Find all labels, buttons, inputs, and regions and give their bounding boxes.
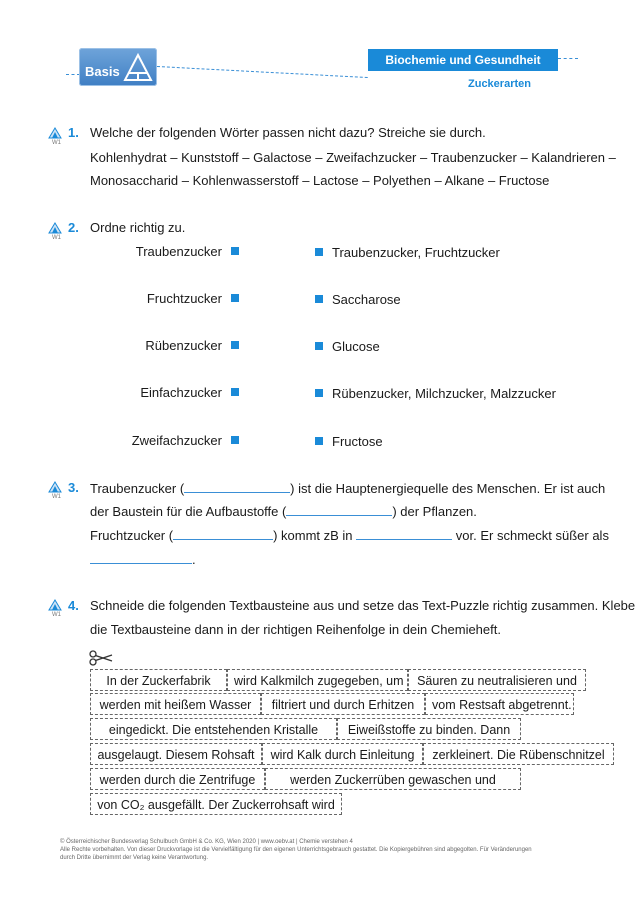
match-right-item: Saccharose — [332, 292, 401, 307]
level-badge-task1 — [48, 126, 64, 144]
topic-header: Biochemie und Gesundheit — [368, 49, 558, 71]
match-right-dot[interactable] — [315, 389, 323, 397]
level-badge-task2 — [48, 221, 64, 239]
header-dash-mid — [157, 66, 368, 78]
task3-text: Traubenzucker ( — [90, 481, 185, 496]
header-dash-right — [558, 58, 578, 59]
puzzle-row — [90, 768, 521, 792]
fill-in-blank[interactable] — [184, 480, 290, 493]
task3-line3 — [90, 527, 609, 543]
task4-instruction-line1: Schneide die folgenden Textbausteine aus und setze das Text-Puzzle richtig zusammen. Klebe — [90, 598, 636, 613]
puzzle-piece[interactable]: vom Restsaft abgetrennt. — [425, 693, 574, 715]
task3-text: . — [192, 552, 196, 567]
match-left-item: Fruchtzucker — [146, 291, 222, 306]
match-right-item: Glucose — [332, 339, 380, 354]
level-badge-task3 — [48, 480, 64, 498]
level-badge-label: W1 — [52, 494, 61, 500]
puzzle-piece[interactable]: eingedickt. Die entstehenden Kristalle — [90, 718, 337, 740]
task3-line2 — [90, 503, 477, 519]
puzzle-piece[interactable]: werden mit heißem Wasser — [90, 693, 261, 715]
puzzle-piece[interactable]: werden Zuckerrüben gewaschen und — [265, 768, 521, 790]
match-left-dot[interactable] — [231, 388, 239, 396]
level-pyramid-icon — [48, 127, 62, 139]
match-right-dot[interactable] — [315, 295, 323, 303]
puzzle-piece[interactable]: wird Kalkmilch zugegeben, um — [227, 669, 408, 691]
pyramid-icon — [123, 53, 153, 83]
footer-rights: Alle Rechte vorbehalten. Von dieser Druckvorlage ist die Vervielfältigung für den eigenen Unterrichtsgebrauch gestattet. Die Kopiergebühren sind abgegolten. Für Veränderungen — [60, 847, 532, 853]
fill-in-blank[interactable] — [173, 527, 273, 540]
task3-number: 3. — [68, 480, 79, 495]
level-badge-label: W1 — [52, 612, 61, 618]
scissors-icon — [88, 650, 114, 666]
task3-text: ) kommt zB in — [273, 528, 353, 543]
match-right-dot[interactable] — [315, 437, 323, 445]
level-pyramid-icon — [48, 481, 62, 493]
match-right-item: Traubenzucker, Fruchtzucker — [332, 245, 500, 260]
match-right-dot[interactable] — [315, 342, 323, 350]
match-left-item: Traubenzucker — [135, 244, 222, 259]
match-left-dot[interactable] — [231, 294, 239, 302]
task4-instruction-line2: die Textbausteine dann in der richtigen Reihenfolge in dein Chemieheft. — [90, 622, 501, 637]
match-left-dot[interactable] — [231, 247, 239, 255]
task1-number: 1. — [68, 125, 79, 140]
match-left-item: Einfachzucker — [140, 385, 222, 400]
footer-copyright: © Österreichischer Bundesverlag Schulbuch GmbH & Co. KG, Wien 2020 | www.oebv.at | Chemie verstehen 4 — [60, 839, 353, 845]
subtopic-header: Zuckerarten — [468, 78, 531, 90]
puzzle-piece[interactable]: ausgelaugt. Diesem Rohsaft — [90, 743, 262, 765]
footer-responsibility: durch Dritte übernimmt der Verlag keine Verantwortung. — [60, 855, 209, 861]
fill-in-blank[interactable] — [356, 527, 452, 540]
level-badge-label: W1 — [52, 140, 61, 146]
level-badge-task4 — [48, 598, 64, 616]
puzzle-piece[interactable]: In der Zuckerfabrik — [90, 669, 227, 691]
puzzle-piece[interactable]: Eiweißstoffe zu binden. Dann — [337, 718, 521, 740]
puzzle-piece[interactable]: zerkleinert. Die Rübenschnitzel — [423, 743, 614, 765]
puzzle-row — [90, 718, 521, 742]
level-pyramid-icon — [48, 599, 62, 611]
basis-logo-label: Basis — [85, 64, 120, 79]
match-right-item: Fructose — [332, 434, 383, 449]
match-left-item: Zweifachzucker — [131, 433, 222, 448]
task1-instruction: Welche der folgenden Wörter passen nicht dazu? Streiche sie durch. — [90, 125, 486, 140]
task3-text: vor. Er schmeckt süßer als — [455, 528, 609, 543]
task3-text: ) ist die Hauptenergiequelle des Menschen. Er ist auch — [290, 481, 606, 496]
level-pyramid-icon — [48, 222, 62, 234]
puzzle-piece[interactable]: Säuren zu neutralisieren und — [408, 669, 586, 691]
puzzle-row — [90, 743, 614, 767]
puzzle-piece[interactable]: werden durch die Zentrifuge — [90, 768, 265, 790]
puzzle-row — [90, 669, 586, 693]
fill-in-blank[interactable] — [286, 503, 392, 516]
task3-line1 — [90, 480, 605, 496]
match-left-item: Rübenzucker — [145, 338, 222, 353]
match-left-dot[interactable] — [231, 436, 239, 444]
task1-words-line2: Monosaccharid – Kohlenwasserstoff – Lactose – Polyethen – Alkane – Fructose — [90, 173, 550, 188]
header-dash-left — [66, 74, 80, 75]
match-left-dot[interactable] — [231, 341, 239, 349]
match-right-item: Rübenzucker, Milchzucker, Malzzucker — [332, 386, 556, 401]
task4-number: 4. — [68, 598, 79, 613]
puzzle-piece[interactable]: filtriert und durch Erhitzen — [261, 693, 425, 715]
task3-text: Fruchtzucker ( — [90, 528, 174, 543]
fill-in-blank[interactable] — [90, 551, 192, 564]
puzzle-piece[interactable]: wird Kalk durch Einleitung — [262, 743, 423, 765]
task3-text: der Baustein für die Aufbaustoffe ( — [90, 504, 287, 519]
task1-words-line1: Kohlenhydrat – Kunststoff – Galactose – Zweifachzucker – Traubenzucker – Kalandrieren – — [90, 150, 616, 165]
task3-text: ) der Pflanzen. — [392, 504, 477, 519]
puzzle-row — [90, 793, 342, 817]
puzzle-piece[interactable]: von CO₂ ausgefällt. Der Zuckerrohsaft wird — [90, 793, 342, 815]
basis-logo — [79, 48, 157, 86]
level-badge-label: W1 — [52, 235, 61, 241]
puzzle-row — [90, 693, 574, 717]
task3-line4 — [90, 551, 196, 567]
task2-number: 2. — [68, 220, 79, 235]
footer — [60, 838, 532, 862]
task2-instruction: Ordne richtig zu. — [90, 220, 186, 235]
match-right-dot[interactable] — [315, 248, 323, 256]
